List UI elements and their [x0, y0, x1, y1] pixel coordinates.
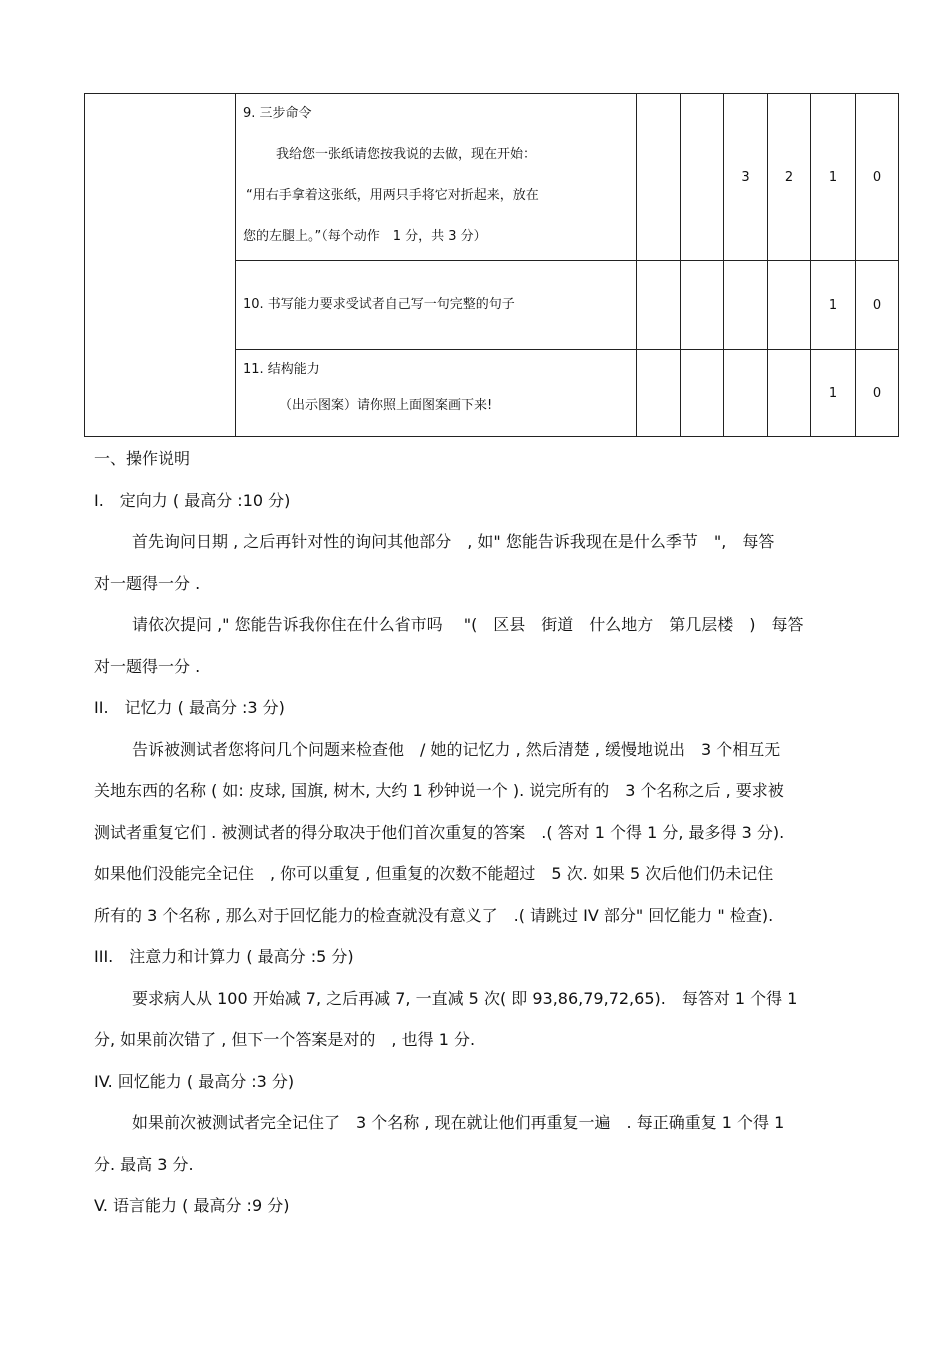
item-text: “用右手拿着这张纸，用两只手将它对折起来，放在: [246, 188, 539, 203]
score-cell: [724, 350, 768, 437]
section-title-orientation: I. 定向力 ( 最高分 :10 分): [94, 490, 291, 510]
item-text: 我给您一张纸请您按我说的去做，现在开始：: [276, 147, 537, 162]
paragraph-line: 如果前次被测试者完全记住了 3 个名称 , 现在就让他们再重复一遍 . 每正确重复 1 个得 1: [132, 1113, 785, 1132]
paragraph-line: 对一题得一分 .: [94, 573, 201, 593]
score-cell: 1: [811, 94, 856, 261]
score-cell: 0: [856, 350, 899, 437]
paragraph-line: 分, 如果前次错了 , 但下一个答案是对的 , 也得 1 分.: [94, 1030, 476, 1049]
paragraph-line: 分. 最高 3 分.: [94, 1154, 194, 1174]
score-cell: [724, 261, 768, 350]
score-cell: [637, 350, 681, 437]
item-cell: [236, 94, 637, 261]
paragraph-line: 告诉被测试者您将问几个问题来检查他 / 她的记忆力 , 然后清楚 , 缓慢地说出 3 个相互无: [132, 739, 781, 759]
paragraph-line: 对一题得一分 .: [94, 656, 201, 676]
paragraph-line: 关地东西的名称 ( 如: 皮球, 国旗, 树木, 大约 1 秒钟说一个 ). 说完所有的 3 个名称之后 , 要求被: [94, 781, 784, 800]
item-cell: [236, 350, 637, 437]
score-cell: [768, 261, 811, 350]
paragraph-line: 如果他们没能完全记住 , 你可以重复 , 但重复的次数不能超过 5 次. 如果 5 次后他们仍未记住: [94, 864, 774, 883]
table-row: [85, 94, 899, 261]
score-cell: 2: [768, 94, 811, 261]
paragraph-line: 要求病人从 100 开始减 7, 之后再减 7, 一直减 5 次( 即 93,86,79,72,65). 每答对 1 个得 1: [132, 988, 798, 1008]
item-title: 11. 结构能力: [243, 362, 320, 377]
score-cell: 0: [856, 261, 899, 350]
score-table: [84, 93, 899, 437]
item-text: （出示图案）请你照上面图案画下来!: [279, 398, 493, 413]
score-cell: [637, 94, 681, 261]
score-cell: [681, 94, 724, 261]
item-title: 9. 三步命令: [243, 106, 312, 121]
score-cell: 1: [811, 350, 856, 437]
score-cell: [637, 261, 681, 350]
score-cell: 1: [811, 261, 856, 350]
category-cell: [85, 94, 236, 437]
score-cell: 0: [856, 94, 899, 261]
paragraph-line: 首先询问日期 , 之后再针对性的询问其他部分 , 如" 您能告诉我现在是什么季节 ", 每答: [132, 532, 775, 551]
paragraph-line: 所有的 3 个名称 , 那么对于回忆能力的检查就没有意义了 .( 请跳过 IV 部分" 回忆能力 " 检查).: [94, 905, 774, 925]
item-text: 您的左腿上。”（每个动作 1 分，共 3 分）: [243, 229, 487, 244]
section-heading: 一、操作说明: [94, 449, 191, 468]
section-title-language: V. 语言能力 ( 最高分 :9 分): [94, 1196, 290, 1215]
score-cell: [768, 350, 811, 437]
item-title: 10. 书写能力要求受试者自己写一句完整的句子: [243, 297, 515, 312]
section-title-attention: III. 注意力和计算力 ( 最高分 :5 分): [94, 947, 354, 966]
score-cell: 3: [724, 94, 768, 261]
section-title-memory: II. 记忆力 ( 最高分 :3 分): [94, 698, 285, 717]
item-cell: [236, 261, 637, 350]
paragraph-line: 测试者重复它们 . 被测试者的得分取决于他们首次重复的答案 .( 答对 1 个得 1 分, 最多得 3 分).: [94, 822, 785, 842]
score-cell: [681, 350, 724, 437]
section-title-recall: IV. 回忆能力 ( 最高分 :3 分): [94, 1071, 295, 1091]
score-cell: [681, 261, 724, 350]
instructions-body: [94, 438, 866, 1227]
paragraph-line: 请依次提问 ," 您能告诉我你住在什么省市吗 "( 区县 街道 什么地方 第几层楼 ) 每答: [132, 615, 804, 634]
